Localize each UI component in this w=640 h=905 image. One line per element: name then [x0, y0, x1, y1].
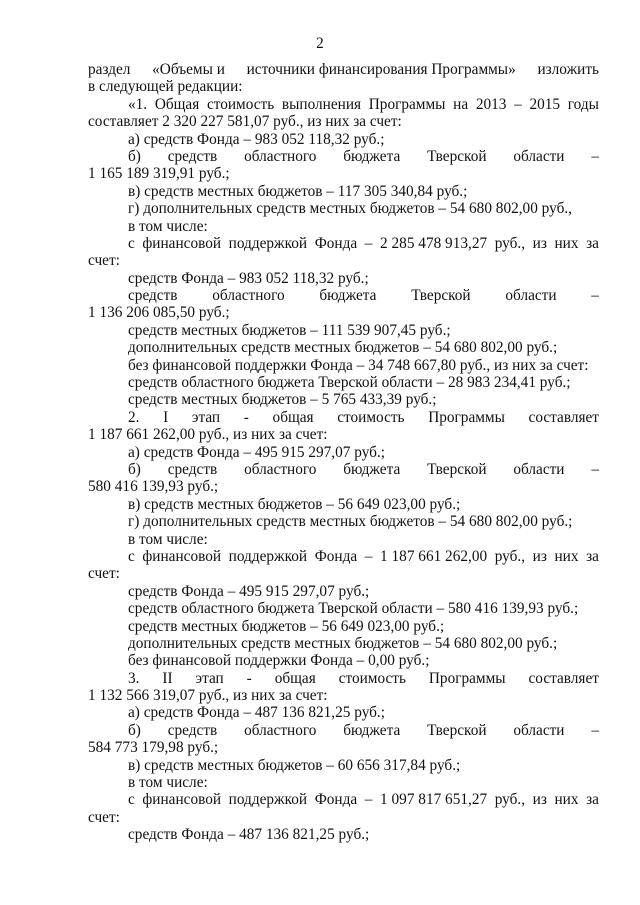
word: на	[453, 95, 469, 113]
text-line-stage1-2: 1 187 661 262,00 руб., из них за счет:	[88, 426, 328, 444]
word: стоимость	[338, 669, 406, 687]
word: стоимость	[206, 95, 275, 113]
text-line-total-fund-m: средств местных бюджетов – 111 539 907,45 руб.;	[128, 321, 451, 339]
word: средств	[167, 460, 218, 478]
text-line-total-2: составляет 2 320 227 581,07 руб., из них за счет:	[88, 113, 402, 131]
word: составляет	[528, 408, 599, 426]
word: области	[513, 460, 565, 478]
word: области	[513, 147, 565, 165]
word: «Объемы и	[152, 61, 225, 78]
text-line-stage2-2: 1 132 566 319,07 руб., из них за счет:	[88, 687, 328, 705]
word: бюджета	[343, 460, 401, 478]
word: с	[128, 547, 135, 565]
word: 1 097 817 651,27	[380, 791, 488, 809]
word: этап	[191, 408, 221, 426]
word: 2015	[529, 95, 561, 113]
word: бюджета	[319, 287, 377, 305]
text-line-total-b1	[88, 148, 599, 165]
word: с	[128, 234, 135, 252]
word: 1 187 661 262,00	[380, 547, 488, 565]
word: областного	[244, 460, 317, 478]
text-line-stage1-v: в) средств местных бюджетов – 56 649 023,00 руб.;	[128, 495, 461, 513]
word: поддержкой	[228, 791, 308, 809]
word: изложить	[537, 61, 599, 78]
word: них	[554, 234, 579, 252]
text-line-total-v: в) средств местных бюджетов – 117 305 340,84 руб.;	[128, 182, 468, 200]
word: –	[364, 547, 373, 565]
word: них	[554, 791, 579, 809]
text-line-total-b2: 1 165 189 319,91 руб.;	[88, 165, 230, 183]
word: II	[162, 669, 173, 687]
word: областного	[244, 147, 317, 165]
text-line-stage2-fund-2: счет:	[88, 808, 120, 826]
word: Тверской	[427, 460, 487, 478]
text-line-stage1-b2: 580 416 139,93 руб.;	[88, 478, 219, 496]
text-line-stage1-g: г) дополнительных средств местных бюджетов – 54 680 802,00 руб.;	[128, 513, 573, 531]
text-line-total-nofund: без финансовой поддержки Фонда – 34 748 667,80 руб., из них за счет:	[128, 356, 589, 374]
word: за	[586, 547, 599, 565]
word: I	[163, 408, 169, 426]
word: Фонда	[314, 547, 358, 565]
word: областного	[212, 287, 285, 305]
text-line-stage2-v: в) средств местных бюджетов – 60 656 317,84 руб.;	[128, 756, 461, 774]
word: поддержкой	[228, 547, 308, 565]
word: за	[586, 791, 599, 809]
word: руб.,	[494, 234, 526, 252]
text-line-stage2-b2: 584 773 179,98 руб.;	[88, 739, 219, 757]
word: Тверской	[411, 287, 471, 305]
word: 2 285 478 913,27	[380, 234, 488, 252]
word: 2.	[128, 408, 140, 426]
text-line-total-1	[88, 96, 599, 113]
word: общая	[272, 408, 314, 426]
word: –	[591, 721, 599, 739]
text-line-total-a: а) средств Фонда – 983 052 118,32 руб.;	[128, 130, 385, 148]
text-line-total-fund-d: дополнительных средств местных бюджетов – 54 680 802,00 руб.;	[128, 339, 558, 357]
word: -	[243, 408, 249, 426]
word: Тверской	[427, 721, 487, 739]
text-line-intro-2: в следующей редакции:	[88, 78, 243, 96]
text-line-total-fund-o1	[88, 287, 599, 304]
word: раздел	[88, 61, 131, 78]
word: Фонда	[314, 234, 358, 252]
word: составляет	[528, 669, 599, 687]
text-line-stage1-fund-1	[88, 548, 599, 565]
text-line-stage1-fund-2: счет:	[88, 565, 120, 583]
word: областного	[244, 721, 317, 739]
text-line-total-nofund-m: средств местных бюджетов – 5 765 433,39 руб.;	[128, 391, 437, 409]
word: руб.,	[494, 791, 526, 809]
word: «1.	[128, 95, 148, 113]
word: бюджета	[343, 147, 401, 165]
text-line-total-fund-2: счет:	[88, 252, 120, 270]
word: из	[532, 234, 547, 252]
word: –	[364, 791, 373, 809]
word: с	[128, 791, 135, 809]
word: средств	[167, 147, 218, 165]
word: б)	[128, 147, 141, 165]
word: годы	[567, 95, 599, 113]
text-line-total-g: г) дополнительных средств местных бюджетов – 54 680 802,00 руб.,	[128, 200, 573, 218]
word: из	[532, 547, 547, 565]
word: финансовой	[142, 547, 222, 565]
word: 3.	[128, 669, 140, 687]
word: этап	[195, 669, 224, 687]
word: поддержкой	[228, 234, 308, 252]
word: –	[591, 147, 599, 165]
text-line-total-fund-o2: 1 136 206 085,50 руб.;	[88, 304, 230, 322]
word: финансовой	[142, 234, 222, 252]
word: -	[246, 669, 252, 687]
word: средств	[128, 287, 178, 305]
document-body	[88, 61, 599, 844]
word: Программы	[368, 95, 446, 113]
word: финансовой	[142, 791, 222, 809]
word: источники финансирования Программы»	[246, 61, 516, 78]
text-line-stage1-fund-d: дополнительных средств местных бюджетов – 54 680 802,00 руб.;	[128, 634, 558, 652]
word: из	[532, 791, 547, 809]
word: средств	[167, 721, 218, 739]
text-line-stage2-1	[88, 670, 599, 687]
text-line-stage2-b1	[88, 722, 599, 739]
text-line-stage1-a: а) средств Фонда – 495 915 297,07 руб.;	[128, 443, 386, 461]
word: за	[586, 234, 599, 252]
word: руб.,	[494, 547, 526, 565]
page-number: 2	[316, 35, 324, 52]
word: –	[514, 95, 522, 113]
text-line-total-incl: в том числе:	[128, 217, 208, 235]
text-line-stage1-fund-m: средств местных бюджетов – 56 649 023,00 руб.;	[128, 617, 445, 635]
word: области	[513, 721, 565, 739]
text-line-stage1-fund-o: средств областного бюджета Тверской области – 580 416 139,93 руб.;	[128, 600, 579, 618]
text-line-stage2-fund-1	[88, 791, 599, 808]
word: Программы	[428, 669, 506, 687]
word: них	[554, 547, 579, 565]
word: Программы	[428, 408, 505, 426]
text-line-total-fund-1	[88, 235, 599, 252]
text-line-total-nofund-o: средств областного бюджета Тверской области – 28 983 234,41 руб.;	[128, 374, 571, 392]
text-line-stage1-nofund: без финансовой поддержки Фонда – 0,00 руб.;	[128, 652, 430, 670]
word: –	[364, 234, 373, 252]
text-line-stage2-a: а) средств Фонда – 487 136 821,25 руб.;	[128, 704, 386, 722]
word: б)	[128, 721, 141, 739]
text-line-stage1-1	[88, 409, 599, 426]
text-line-intro-1	[88, 61, 599, 78]
word: области	[505, 287, 557, 305]
word: общая	[274, 669, 316, 687]
word: Фонда	[314, 791, 358, 809]
text-line-stage2-incl: в том числе:	[128, 774, 208, 792]
text-line-stage2-fund-f: средств Фонда – 487 136 821,25 руб.;	[128, 826, 370, 844]
text-line-total-fund-f: средств Фонда – 983 052 118,32 руб.;	[128, 269, 369, 287]
word: –	[591, 460, 599, 478]
word: стоимость	[337, 408, 405, 426]
word: б)	[128, 460, 141, 478]
text-line-stage1-incl: в том числе:	[128, 530, 208, 548]
word: выполнения	[281, 95, 362, 113]
word: Тверской	[427, 147, 487, 165]
text-line-stage1-b1	[88, 461, 599, 478]
word: бюджета	[343, 721, 401, 739]
word: 2013	[475, 95, 507, 113]
text-line-stage1-fund-f: средств Фонда – 495 915 297,07 руб.;	[128, 582, 370, 600]
word: –	[591, 287, 599, 305]
word: Общая	[154, 95, 200, 113]
